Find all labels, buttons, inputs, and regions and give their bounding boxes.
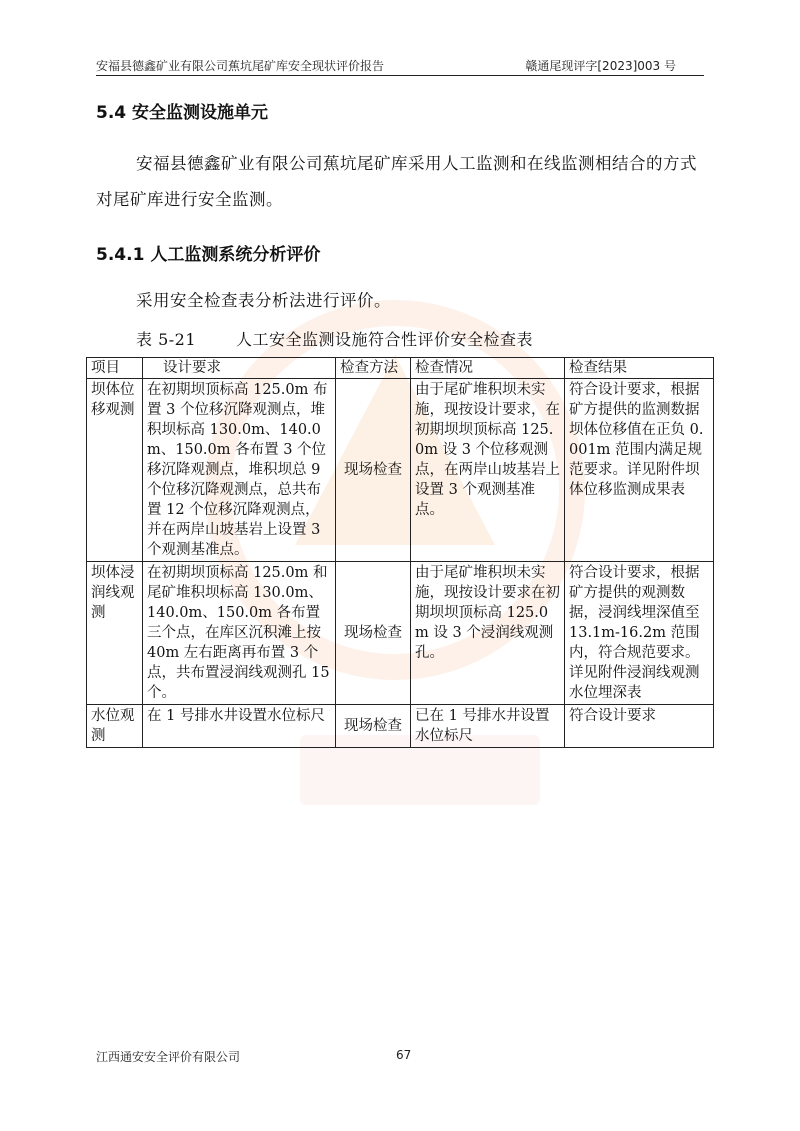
cell-result: 符合设计要求，根据矿方提供的观测数据，浸润线埋深值至 13.1m-16.2m 范围内，符合规范要求。详见附件浸润线观测水位埋深表 <box>565 562 714 705</box>
footer-company: 江西通安安全评价有限公司 <box>96 1050 241 1064</box>
header-item: 项目 <box>87 358 143 379</box>
header-report-number: 赣通尾现评字[2023]003 号 <box>525 59 676 73</box>
table-row <box>87 705 714 748</box>
table-title: 人工安全监测设施符合性评价安全检查表 <box>236 330 534 349</box>
subsection-intro: 采用安全检查表分析法进行评价。 <box>136 291 391 310</box>
cell-situation: 由于尾矿堆积坝未实施，现按设计要求，在初期坝坝顶标高 125.0m 设 3 个位移观测点，在两岸山坡基岩上设置 3 个观测基准点。 <box>411 379 565 562</box>
cell-requirement: 在初期坝顶标高 125.0m 和尾矿堆积坝标高 130.0m、140.0m、150.0m 各布置三个点，在库区沉积滩上按 40m 左右距离再布置 3 个点，共布置浸润线观测孔 15 个。 <box>143 562 336 705</box>
cell-requirement: 在 1 号排水井设置水位标尺 <box>143 705 336 748</box>
cell-method: 现场检查 <box>336 705 411 748</box>
section-intro: 安福县德鑫矿业有限公司蕉坑尾矿库采用人工监测和在线监测相结合的方式对尾矿库进行安全监测。 <box>96 154 697 209</box>
page-number: 67 <box>396 1048 412 1062</box>
cell-item: 坝体浸润线观测 <box>87 562 143 705</box>
page-header <box>96 55 704 76</box>
table-number: 表 5-21 <box>136 330 197 349</box>
page-footer <box>96 1048 704 1065</box>
table-row <box>87 379 714 562</box>
cell-situation: 已在 1 号排水井设置水位标尺 <box>411 705 565 748</box>
header-result: 检查结果 <box>565 358 714 379</box>
header-requirement: 设计要求 <box>143 358 336 379</box>
header-situation: 检查情况 <box>411 358 565 379</box>
header-report-title: 安福县德鑫矿业有限公司蕉坑尾矿库安全现状评价报告 <box>96 59 385 73</box>
cell-result: 符合设计要求，根据矿方提供的监测数据坝体位移值在正负 0.001m 范围内满足规范要求。详见附件坝体位移监测成果表 <box>565 379 714 562</box>
cell-method: 现场检查 <box>336 379 411 562</box>
cell-situation: 由于尾矿堆积坝未实施，现按设计要求在初期坝坝顶标高 125.0m 设 3 个浸润线观测孔。 <box>411 562 565 705</box>
cell-result: 符合设计要求 <box>565 705 714 748</box>
table-header-row <box>87 358 714 379</box>
cell-item: 坝体位移观测 <box>87 379 143 562</box>
cell-requirement: 在初期坝顶标高 125.0m 布置 3 个位移沉降观测点，堆积坝标高 130.0m、140.0m、150.0m 各布置 3 个位移沉降观测点，堆积坝总 9 个位移沉降观测点，总共布置 12 个位移沉降观测点，并在两岸山坡基岩上设置 3 个观测基准点。 <box>143 379 336 562</box>
section-heading: 5.4 安全监测设施单元 <box>96 103 269 123</box>
checklist-table <box>86 357 714 748</box>
cell-method: 现场检查 <box>336 562 411 705</box>
table-row <box>87 562 714 705</box>
cell-item: 水位观测 <box>87 705 143 748</box>
header-method: 检查方法 <box>336 358 411 379</box>
table-caption <box>136 327 533 350</box>
subsection-heading: 5.4.1 人工监测系统分析评价 <box>96 245 321 265</box>
